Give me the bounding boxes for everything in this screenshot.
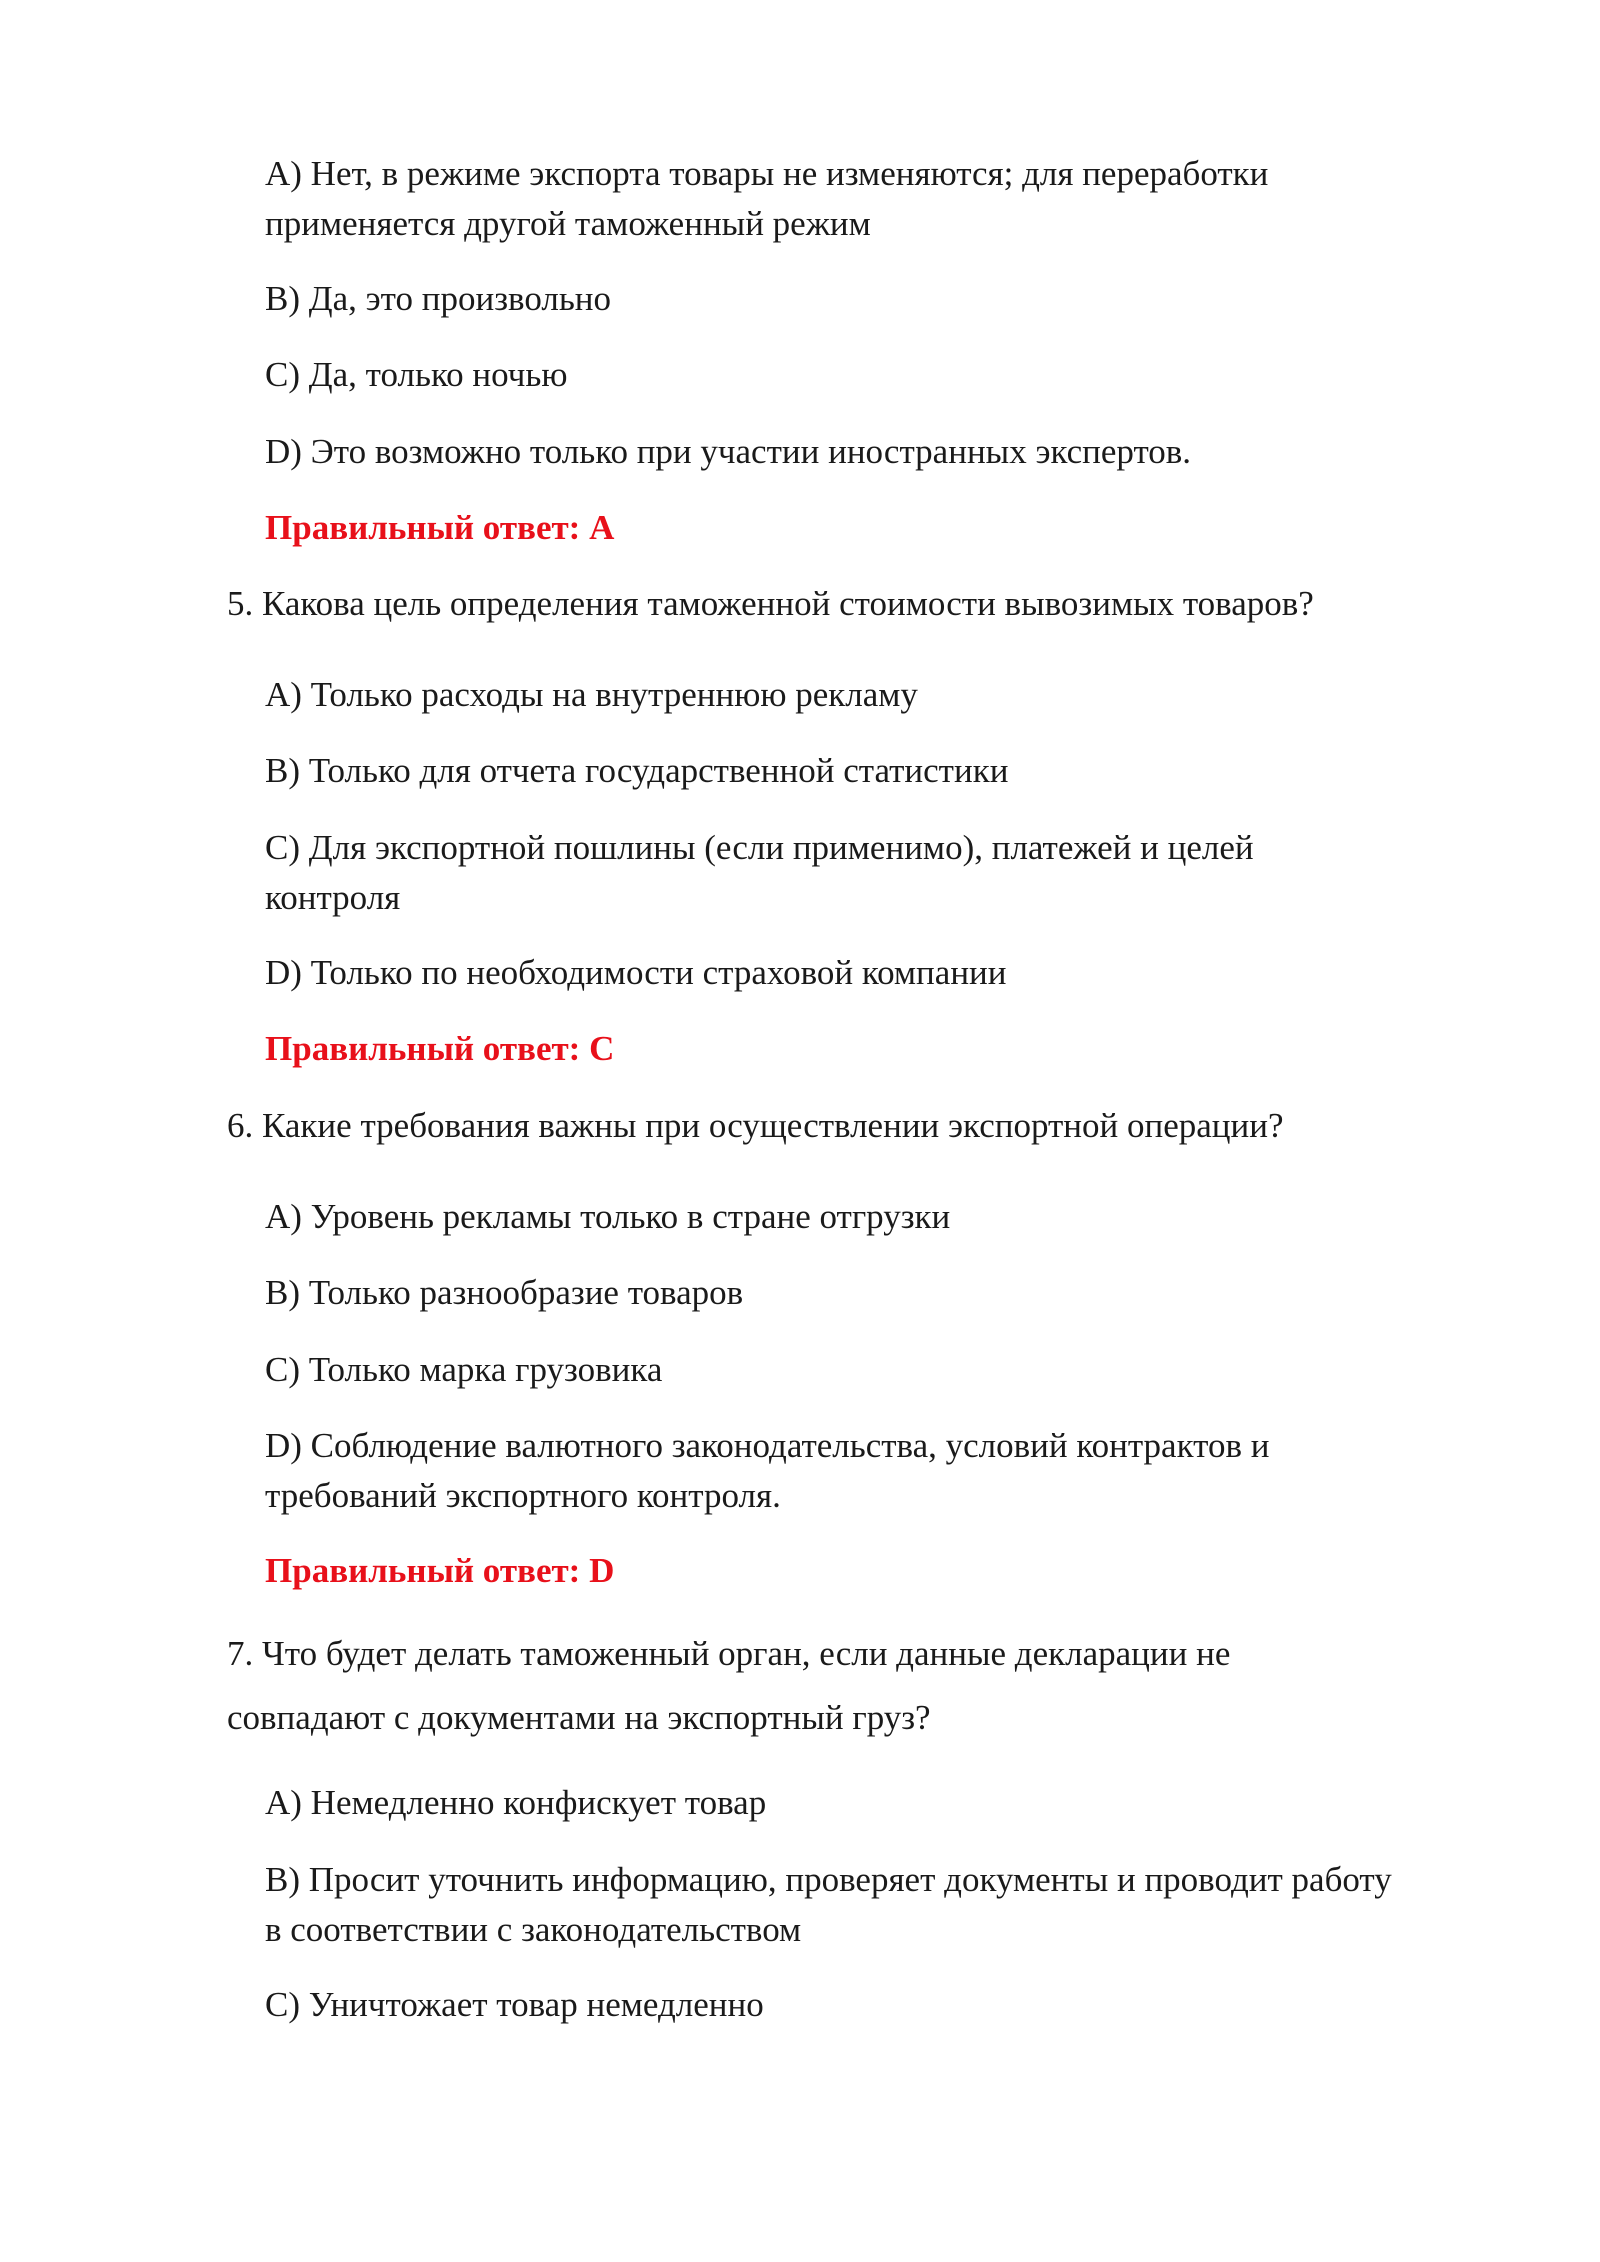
q5-option-b bbox=[265, 746, 1008, 796]
question-line: 5. Какова цель определения таможенной стоимости вывозимых товаров? bbox=[227, 584, 1314, 623]
option-line: требований экспортного контроля. bbox=[265, 1476, 781, 1515]
q7-option-a bbox=[265, 1778, 766, 1828]
q4-option-b bbox=[265, 274, 611, 324]
question-line: 6. Какие требования важны при осуществлении экспортной операции? bbox=[227, 1106, 1284, 1145]
q6-option-d bbox=[265, 1421, 1269, 1521]
option-line: D) Только по необходимости страховой компании bbox=[265, 953, 1007, 992]
option-line: D) Это возможно только при участии иностранных экспертов. bbox=[265, 432, 1192, 471]
option-line: A) Только расходы на внутреннюю рекламу bbox=[265, 675, 918, 714]
option-line: в соответствии с законодательством bbox=[265, 1910, 802, 1949]
option-line: C) Только марка грузовика bbox=[265, 1350, 663, 1389]
q5-option-c bbox=[265, 823, 1254, 923]
question-line: 7. Что будет делать таможенный орган, если данные декларации не bbox=[227, 1634, 1231, 1673]
option-line: A) Немедленно конфискует товар bbox=[265, 1783, 767, 1822]
option-line: C) Для экспортной пошлины (если применимо), платежей и целей bbox=[265, 828, 1254, 867]
option-line: A) Уровень рекламы только в стране отгрузки bbox=[265, 1197, 951, 1236]
q7-option-b bbox=[265, 1855, 1392, 1955]
q7-option-c bbox=[265, 1980, 764, 2030]
q6-option-b bbox=[265, 1268, 743, 1318]
q7-question bbox=[227, 1622, 1230, 1750]
option-line: контроля bbox=[265, 878, 401, 917]
q6-question bbox=[227, 1101, 1284, 1151]
option-line: B) Только для отчета государственной статистики bbox=[265, 751, 1009, 790]
option-line: B) Просит уточнить информацию, проверяет документы и проводит работу bbox=[265, 1860, 1392, 1899]
option-line: D) Соблюдение валютного законодательства, условий контрактов и bbox=[265, 1426, 1270, 1465]
option-line: C) Да, только ночью bbox=[265, 355, 568, 394]
q6-option-a bbox=[265, 1192, 950, 1242]
option-line: применяется другой таможенный режим bbox=[265, 204, 871, 243]
q5-option-d bbox=[265, 948, 1007, 998]
option-line: B) Только разнообразие товаров bbox=[265, 1273, 744, 1312]
q5-question bbox=[227, 579, 1314, 629]
q4-option-d bbox=[265, 427, 1191, 477]
q4-option-a bbox=[265, 149, 1268, 249]
option-line: C) Уничтожает товар немедленно bbox=[265, 1985, 764, 2024]
q5-correct-answer: Правильный ответ: C bbox=[265, 1029, 615, 1068]
option-line: B) Да, это произвольно bbox=[265, 279, 612, 318]
q4-correct-answer: Правильный ответ: A bbox=[265, 508, 615, 547]
q4-option-c bbox=[265, 350, 567, 400]
question-line: совпадают с документами на экспортный груз? bbox=[227, 1698, 931, 1737]
q5-option-a bbox=[265, 670, 918, 720]
option-line: A) Нет, в режиме экспорта товары не изменяются; для переработки bbox=[265, 154, 1269, 193]
q6-correct-answer: Правильный ответ: D bbox=[265, 1551, 615, 1590]
q6-option-c bbox=[265, 1345, 662, 1395]
